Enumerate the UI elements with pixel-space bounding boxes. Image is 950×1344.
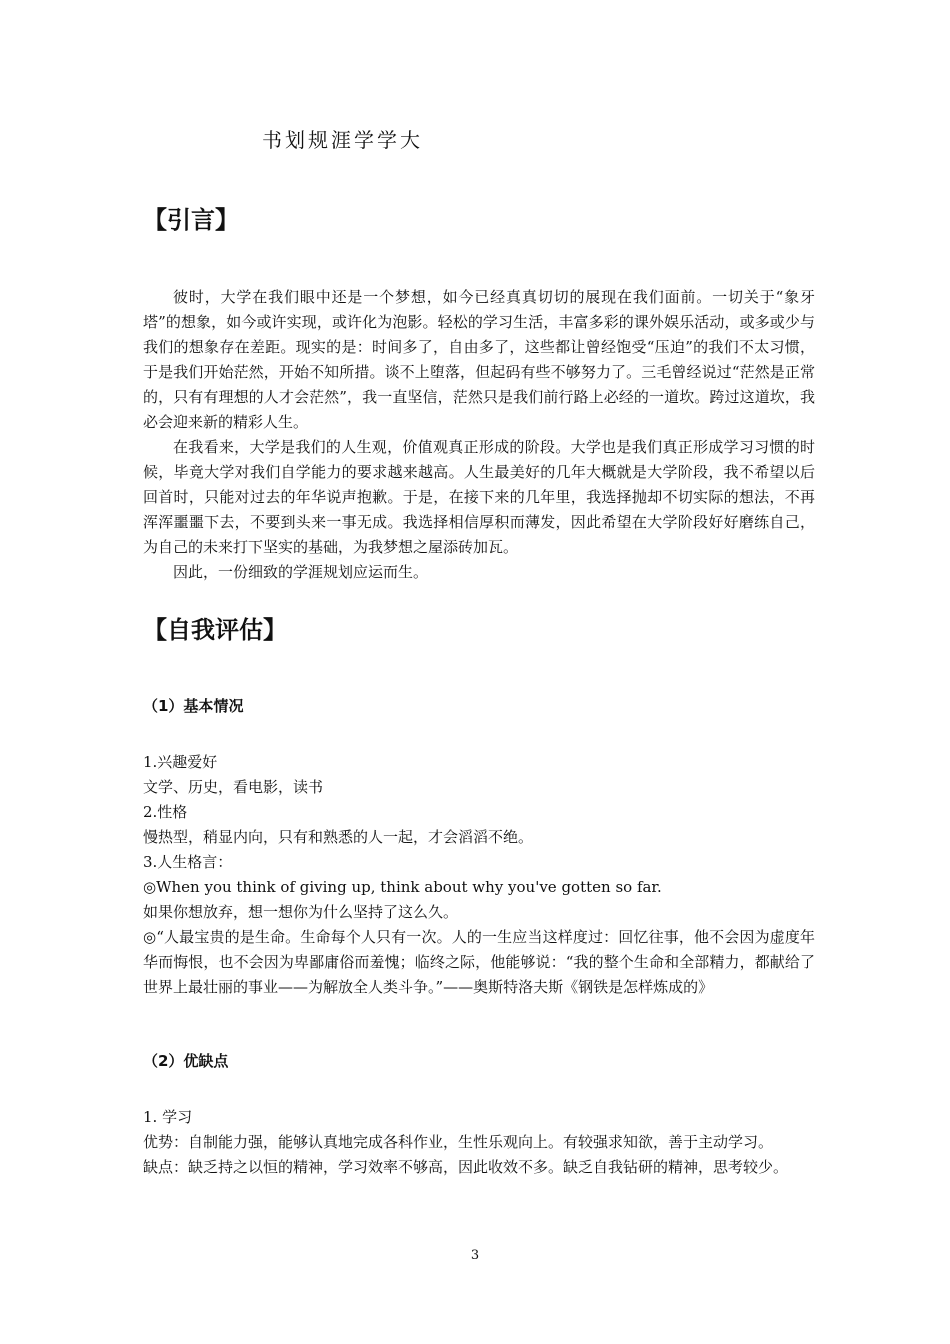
motto-quote: ◎“人最宝贵的是生命。生命每个人只有一次。人的一生应当这样度过：回忆往事，他不会因为虚度年华而悔恨，也不会因为卑鄙庸俗而羞愧；临终之际，他能够说：“我的整个生命和全部精力，都献给了世界上最壮丽的事业——为解放全人类斗争。”——奥斯特洛夫斯《钢铁是怎样炼成的》 [143,928,815,996]
intro-paragraph-2: 在我看来，大学是我们的人生观，价值观真正形成的阶段。大学也是我们真正形成学习习惯的时候，毕竟大学对我们自学能力的要求越来越高。人生最美好的几年大概就是大学阶段，我不希望以后回首时，只能对过去的年华说声抱歉。于是，在接下来的几年里，我选择抛却不切实际的想法，不再浑浑噩噩下去，不要到头来一事无成。我选择相信厚积而薄发，因此希望在大学阶段好好磨练自己，为自己的未来打下坚实的基础，为我梦想之屋添砖加瓦。 [143,438,815,556]
pros-cons-list [143,1105,815,1180]
motto-label: 3.人生格言： [143,853,233,871]
study-strengths: 优势：自制能力强，能够认真地完成各科作业，生性乐观向上。有较强求知欲，善于主动学习。 [143,1133,774,1151]
document-title: 书划规涯学学大 [262,128,423,152]
basic-info-heading: （1）基本情况 [143,697,244,715]
personality-value: 慢热型，稍显内向，只有和熟悉的人一起，才会滔滔不绝。 [143,828,534,846]
basic-info-list [143,750,815,1000]
intro-paragraph-3: 因此，一份细致的学涯规划应运而生。 [173,563,429,581]
self-assessment-heading: 【自我评估】 [143,616,287,644]
intro-heading: 【引言】 [143,206,239,234]
pros-cons-heading: （2）优缺点 [143,1052,229,1070]
hobbies-value: 文学、历史，看电影，读书 [143,778,324,796]
study-label: 1. 学习 [143,1108,193,1126]
study-weaknesses: 缺点：缺乏持之以恒的精神，学习效率不够高，因此收效不多。缺乏自我钻研的精神，思考较少。 [143,1158,789,1176]
intro-paragraph-1: 彼时，大学在我们眼中还是一个梦想，如今已经真真切切的展现在我们面前。一切关于“象牙塔”的想象，如今或许实现，或许化为泡影。轻松的学习生活，丰富多彩的课外娱乐活动，或多或少与我们的想象存在差距。现实的是：时间多了，自由多了，这些都让曾经饱受“压迫”的我们不太习惯，于是我们开始茫然，开始不知所措。谈不上堕落，但起码有些不够努力了。三毛曾经说过“茫然是正常的，只有有理想的人才会茫然”，我一直坚信，茫然只是我们前行路上必经的一道坎。跨过这道坎，我必会迎来新的精彩人生。 [143,288,815,431]
personality-label: 2.性格 [143,803,188,821]
hobbies-label: 1.兴趣爱好 [143,753,218,771]
motto-translation: 如果你想放弃，想一想你为什么坚持了这么久。 [143,903,459,921]
page-number: 3 [470,1248,480,1263]
motto-english: ◎When you think of giving up, think about why you've gotten so far. [143,878,662,896]
